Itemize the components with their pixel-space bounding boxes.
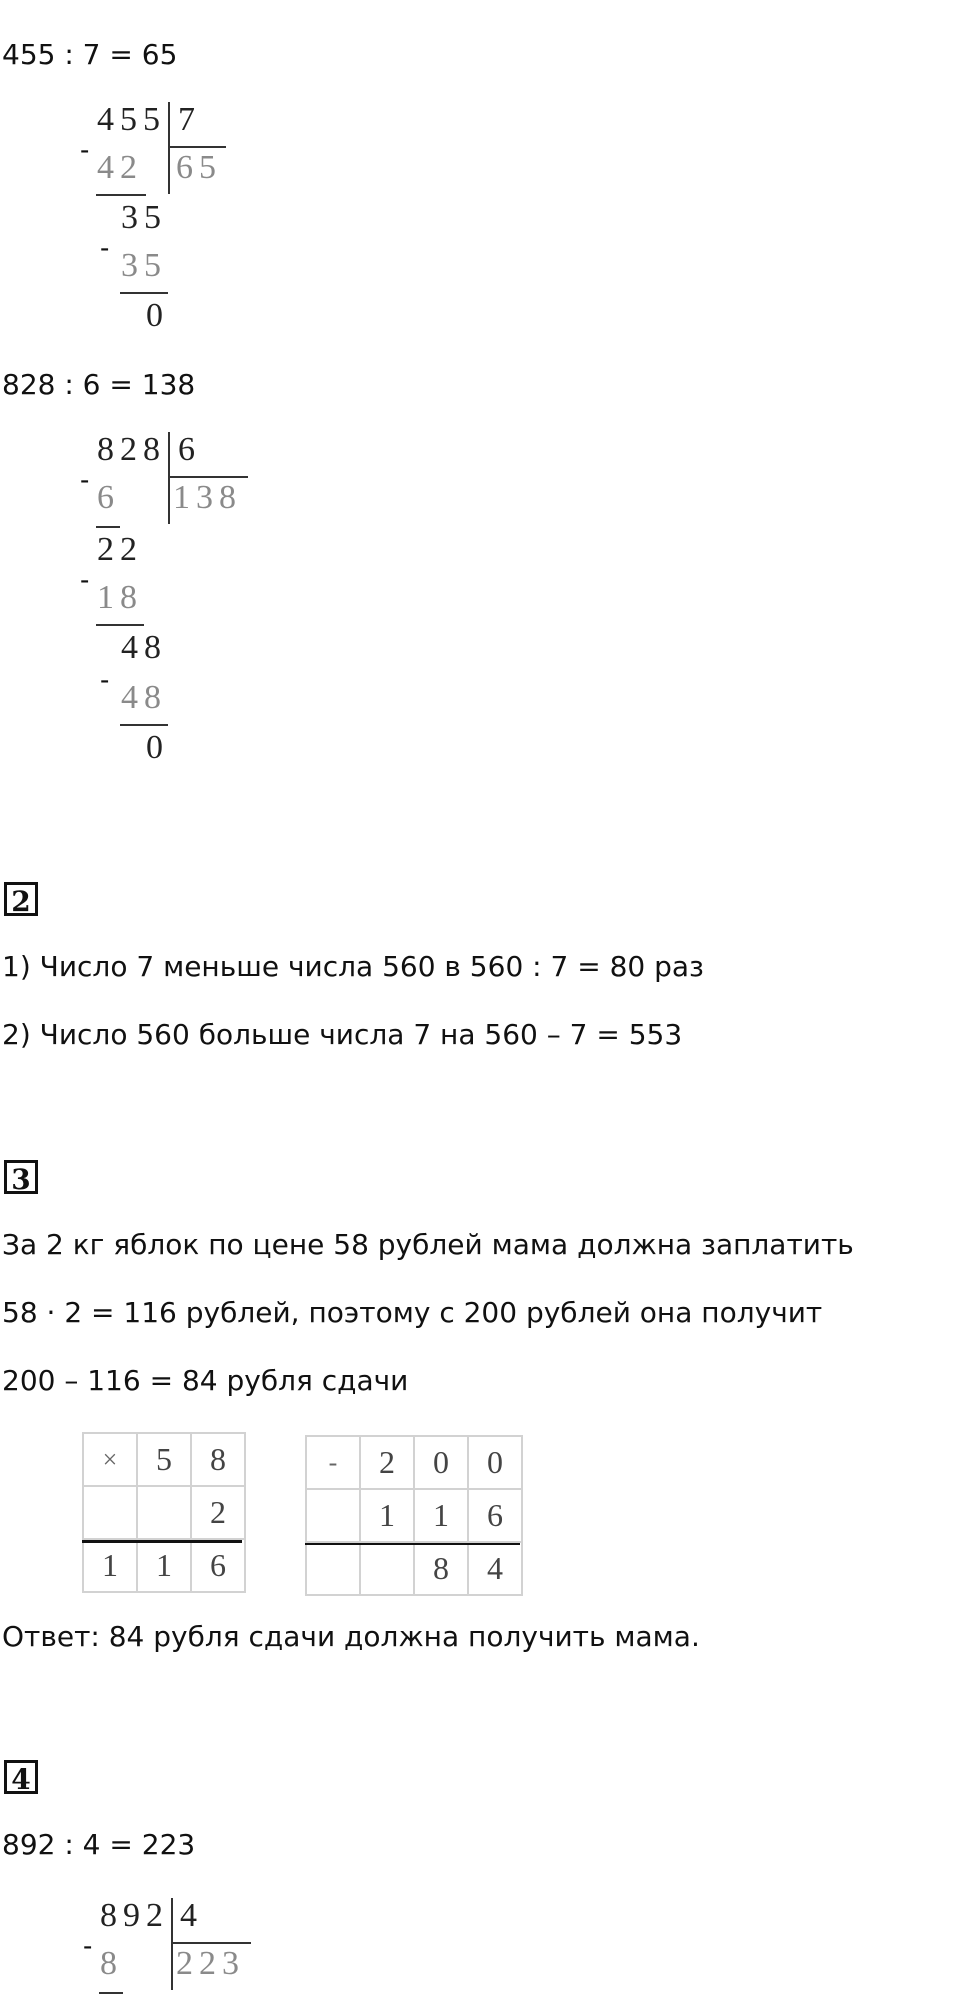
quotient: 223 xyxy=(176,1945,245,1982)
subtraction-line xyxy=(120,292,168,294)
minus-sign: - xyxy=(80,464,90,495)
subtrahend: 18 xyxy=(97,579,143,616)
digit-cell: 1 xyxy=(360,1489,414,1542)
subtraction-grid xyxy=(305,1435,523,1596)
division-bracket-vertical xyxy=(171,1898,173,1990)
remainder: 0 xyxy=(146,729,169,766)
division-bracket-vertical xyxy=(168,102,170,194)
partial-remainder: 48 xyxy=(121,629,167,666)
digit-cell: 8 xyxy=(414,1542,468,1595)
problem3-line1: За 2 кг яблок по цене 58 рублей мама должна заплатить xyxy=(2,1228,854,1261)
subtrahend: 8 xyxy=(100,1945,123,1982)
problem2-line1: 1) Число 7 меньше числа 560 в 560 : 7 = 80 раз xyxy=(2,950,704,983)
dividend: 892 xyxy=(100,1897,169,1934)
minus-sign-cell: - xyxy=(306,1436,360,1489)
digit-cell: 8 xyxy=(191,1433,245,1486)
digit-cell: 1 xyxy=(137,1539,191,1592)
dividend: 828 xyxy=(97,431,166,468)
subtraction-result-line xyxy=(305,1543,520,1545)
subtraction-line xyxy=(120,724,168,726)
problem3-answer: Ответ: 84 рубля сдачи должна получить мама. xyxy=(2,1620,700,1653)
equation-828-div-6: 828 : 6 = 138 xyxy=(2,368,196,401)
problem-number-2: 2 xyxy=(4,882,38,916)
dividend: 455 xyxy=(97,101,166,138)
minus-sign: - xyxy=(100,232,110,263)
problem3-line3: 200 – 116 = 84 рубля сдачи xyxy=(2,1364,409,1397)
subtraction-line xyxy=(99,1992,123,1994)
partial-remainder: 35 xyxy=(121,199,167,236)
problem-number-4: 4 xyxy=(4,1760,38,1794)
divisor: 6 xyxy=(178,431,201,468)
problem-number-3: 3 xyxy=(4,1160,38,1194)
partial-remainder: 22 xyxy=(97,531,143,568)
digit-cell: 2 xyxy=(191,1486,245,1539)
empty-cell xyxy=(306,1542,360,1595)
digit-cell: 2 xyxy=(360,1436,414,1489)
subtrahend: 35 xyxy=(121,247,167,284)
digit-cell: 6 xyxy=(191,1539,245,1592)
digit-cell: 6 xyxy=(468,1489,522,1542)
subtraction-line xyxy=(96,194,146,196)
multiplication-grid xyxy=(82,1432,246,1593)
subtrahend: 42 xyxy=(97,149,143,186)
quotient: 65 xyxy=(176,149,222,186)
multiply-sign: × xyxy=(83,1433,137,1486)
empty-cell xyxy=(360,1542,414,1595)
problem2-line2: 2) Число 560 больше числа 7 на 560 – 7 = 553 xyxy=(2,1018,683,1051)
empty-cell xyxy=(306,1489,360,1542)
equation-455-div-7: 455 : 7 = 65 xyxy=(2,38,178,71)
digit-cell: 0 xyxy=(414,1436,468,1489)
digit-cell: 0 xyxy=(468,1436,522,1489)
digit-cell: 5 xyxy=(137,1433,191,1486)
quotient: 138 xyxy=(173,479,242,516)
subtraction-line xyxy=(96,526,120,528)
minus-sign: - xyxy=(80,134,90,165)
digit-cell: 4 xyxy=(468,1542,522,1595)
digit-cell: 1 xyxy=(83,1539,137,1592)
minus-sign: - xyxy=(83,1930,93,1961)
empty-cell xyxy=(83,1486,137,1539)
division-bracket-vertical xyxy=(168,432,170,524)
minus-sign: - xyxy=(100,664,110,695)
subtrahend: 48 xyxy=(121,679,167,716)
problem3-line2: 58 · 2 = 116 рублей, поэтому с 200 рублей она получит xyxy=(2,1296,823,1329)
remainder: 0 xyxy=(146,297,169,334)
subtrahend: 6 xyxy=(97,479,120,516)
digit-cell: 1 xyxy=(414,1489,468,1542)
minus-sign: - xyxy=(80,564,90,595)
divisor: 4 xyxy=(180,1897,203,1934)
equation-892-div-4: 892 : 4 = 223 xyxy=(2,1828,196,1861)
divisor: 7 xyxy=(178,101,201,138)
subtraction-line xyxy=(96,624,144,626)
multiplication-result-line xyxy=(82,1540,242,1543)
empty-cell xyxy=(137,1486,191,1539)
